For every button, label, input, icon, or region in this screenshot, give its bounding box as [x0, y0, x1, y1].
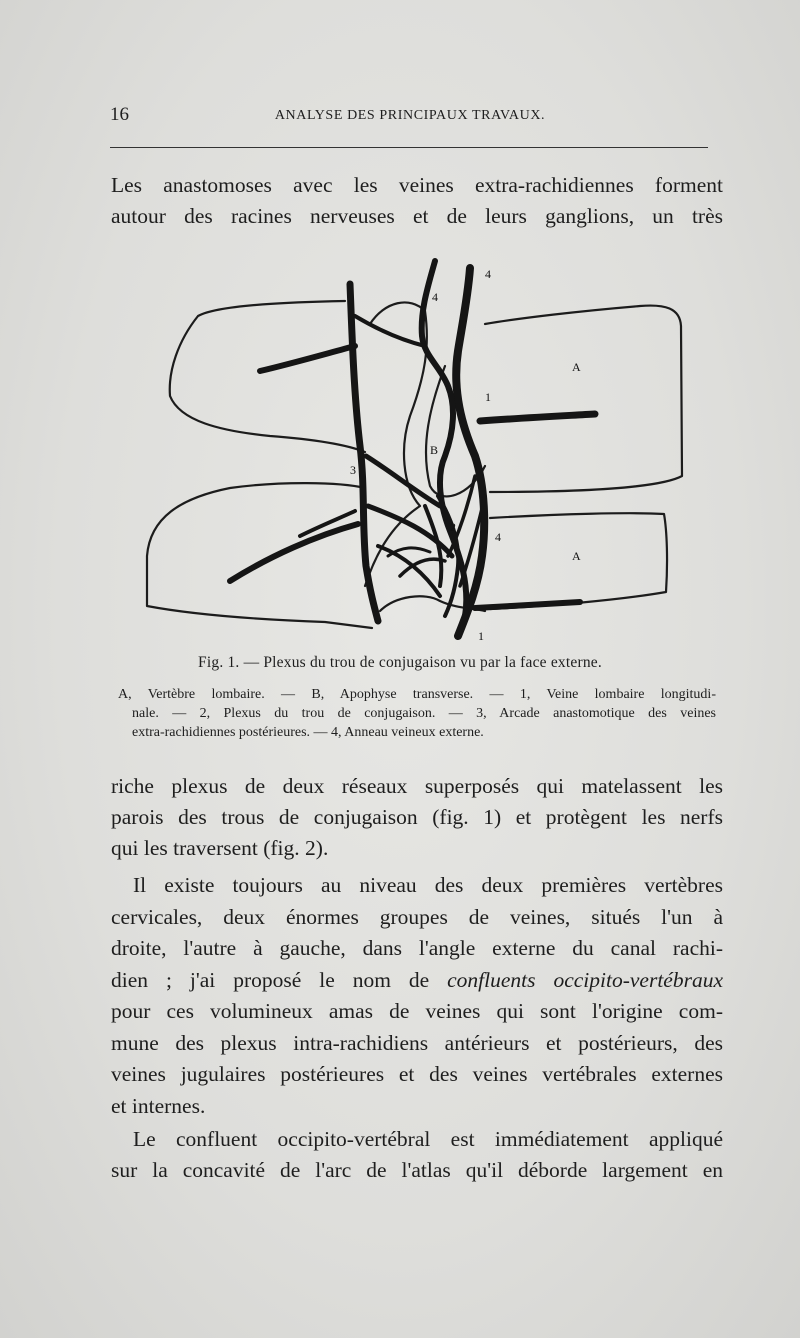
text-line: mune des plexus intra-rachidiens antérieurs et postérieurs, des	[111, 1030, 723, 1055]
running-title: ANALYSE DES PRINCIPAUX TRAVAUX.	[274, 108, 546, 123]
vertebra-outline-top-right	[485, 306, 682, 492]
vein-lower-left-branch	[230, 524, 358, 581]
legend-line: nale. — 2, Plexus du trou de conjugaison. — 3, Arcade anastomotique des veines	[132, 706, 716, 721]
text-line: Les anastomoses avec les veines extra-rachidiennes forment	[111, 173, 723, 197]
anatomical-figure	[140, 256, 700, 651]
text-line: parois des trous de conjugaison (fig. 1) et protègent les nerfs	[111, 805, 723, 829]
text-line: cervicales, deux énormes groupes de veines, situés l'un à	[111, 904, 723, 929]
figure-caption: Fig. 1. — Plexus du trou de conjugaison vu par la face externe.	[198, 654, 602, 671]
text-line: droite, l'autre à gauche, dans l'angle externe du canal rachi-	[111, 936, 723, 960]
page-header	[110, 104, 710, 134]
legend-line: extra-rachidiennes postérieures. — 4, Anneau veineux externe.	[132, 725, 484, 740]
vein-anastomosis-4	[355, 316, 425, 346]
text-line: autour des racines nerveuses et de leurs ganglions, un très	[111, 204, 723, 228]
figure-label: 4	[432, 290, 438, 304]
figure-label: 4	[485, 267, 491, 281]
text-line: qui les traversent (fig. 2).	[111, 836, 329, 860]
text-line: pour ces volumineux amas de veines qui sont l'origine com-	[111, 999, 723, 1023]
italic-term: confluents occipito-vertébraux	[447, 967, 723, 992]
figure-label: 2	[450, 520, 456, 534]
text-line: sur la concavité de l'arc de l'atlas qu'il déborde largement en	[111, 1158, 723, 1182]
text-line: riche plexus de deux réseaux superposés qui matelassent les	[111, 774, 723, 798]
vein-plexus-3	[448, 476, 475, 556]
paragraph-top	[111, 170, 723, 232]
figure-label: 1	[485, 390, 491, 404]
figure-label: A	[572, 549, 581, 563]
text-fragment: dien ; j'ai proposé le nom de	[111, 967, 448, 992]
vertebra-outline-bottom-left	[147, 483, 372, 628]
legend-line: A, Vertèbre lombaire. — B, Apophyse transverse. — 1, Veine lombaire longitudi-	[118, 687, 716, 702]
text-line: et internes.	[111, 1093, 206, 1118]
figure-label: B	[430, 443, 439, 457]
header-rule	[110, 147, 708, 148]
vein-upper-left-branch	[260, 346, 355, 371]
vein-plexus-2	[425, 506, 441, 586]
text-line: Il existe toujours au niveau des deux premières vertèbres	[133, 873, 723, 897]
figure-label: 4	[495, 530, 501, 544]
figure-label: 3	[350, 463, 356, 477]
figure-legend	[118, 685, 716, 742]
paragraph-last	[111, 1124, 723, 1186]
vein-anastomosis-3	[378, 546, 440, 596]
vein-upper-right-branch	[480, 414, 595, 421]
figure-label: A	[572, 360, 581, 374]
paragraph-continuation	[111, 771, 723, 864]
page-number: 16	[110, 104, 129, 125]
text-line: veines jugulaires postérieures et des veines vertébrales externes	[111, 1062, 723, 1086]
vertebra-outline-top-left	[170, 301, 365, 452]
vein-left-trunk	[350, 284, 378, 621]
text-line: Le confluent occipito-vertébral est immédiatement appliqué	[133, 1127, 723, 1151]
text-line	[111, 965, 723, 997]
figure-label: 1	[478, 629, 484, 643]
vein-lower-right-branch	[475, 602, 580, 608]
paragraph-confluents	[111, 870, 723, 1122]
